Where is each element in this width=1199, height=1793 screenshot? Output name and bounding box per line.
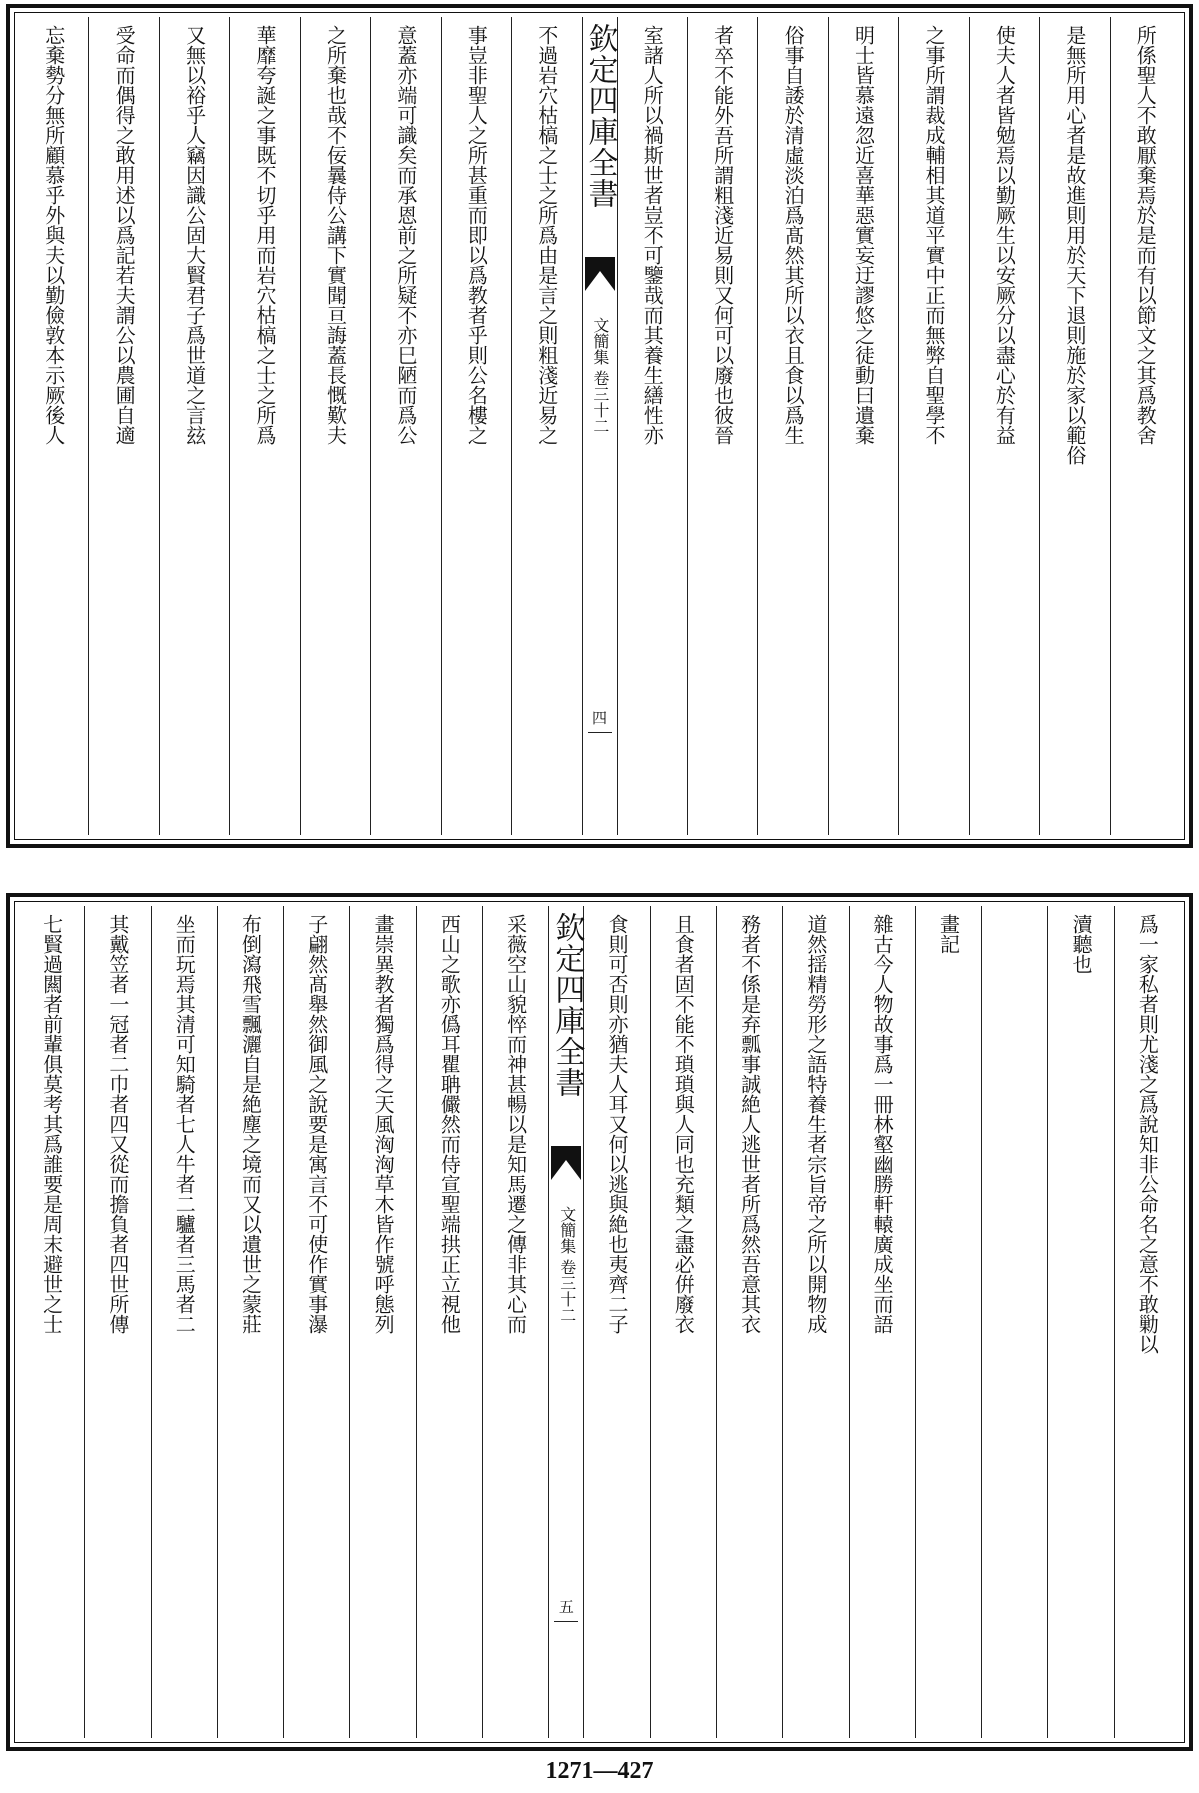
- column-text: 不過岩穴枯槁之士之所爲由是言之則粗淺近易之: [534, 25, 559, 445]
- column-text: 畫崇異教者獨爲得之天風洶洶草木皆作號呼態列: [371, 914, 396, 1334]
- column-text: 其戴笠者一冠者二巾者四又從而擔負者四世所傳: [105, 914, 130, 1334]
- text-column: [1039, 17, 1109, 835]
- text-column: [1047, 906, 1113, 1738]
- fishtail-mark-icon: [551, 1146, 581, 1182]
- text-column: [300, 17, 370, 835]
- column-text: 之所棄也哉不佞曩侍公講下實聞亘誨蓋長慨歎夫: [323, 25, 348, 445]
- volume-label: 文簡集 卷三十二: [590, 317, 610, 435]
- text-column: [283, 906, 349, 1738]
- column-text: 忘棄勢分無所顧慕乎外與夫以勤儉敦本示厥後人: [41, 25, 66, 445]
- text-column: [482, 906, 548, 1738]
- text-column: [416, 906, 482, 1738]
- text-column: [370, 17, 440, 835]
- text-column: [151, 906, 217, 1738]
- text-column: [981, 906, 1047, 1738]
- text-column: [849, 906, 915, 1738]
- column-text: 者卒不能外吾所謂粗淺近易則又何可以廢也彼晉: [710, 25, 735, 445]
- column-text: 七賢過闗者前輩俱莫考其爲誰要是周末避世之士: [39, 914, 64, 1334]
- column-text: 子翩然髙舉然御風之說要是寓言不可使作實事瀑: [304, 914, 329, 1334]
- column-text: 俗事自諉於清虛淡泊爲髙然其所以衣且食以爲生: [781, 25, 806, 445]
- center-fold: [548, 906, 583, 1738]
- divider: [588, 732, 612, 733]
- leaf-number: 五: [558, 1598, 574, 1616]
- text-column: [88, 17, 158, 835]
- text-column: [757, 17, 827, 835]
- column-text: 坐而玩焉其清可知騎者七人牛者二驢者三馬者二: [172, 914, 197, 1334]
- column-text: 所係聖人不敢厭棄焉於是而有以節文之其爲教舍: [1133, 25, 1158, 445]
- column-text: 是無所用心者是故進則用於天下退則施於家以範俗: [1062, 25, 1087, 465]
- column-text: 明士皆慕遠忽近喜華惡實妄迂謬悠之徒動曰遺棄: [851, 25, 876, 445]
- column-text: 西山之歌亦僞耳瞿聃儼然而侍宣聖端拱正立視他: [437, 914, 462, 1334]
- text-column: [84, 906, 150, 1738]
- text-column: [159, 17, 229, 835]
- column-text: 畫記: [936, 914, 961, 954]
- volume-label: 文簡集 卷三十二: [557, 1206, 577, 1324]
- center-fold: [582, 17, 617, 835]
- column-text: 采薇空山貌悴而神甚暢以是知馬遷之傳非其心而: [503, 914, 528, 1334]
- text-columns: [19, 17, 1180, 835]
- text-column: [1114, 906, 1180, 1738]
- page-panel-bottom: [6, 893, 1193, 1751]
- text-column: [583, 906, 649, 1738]
- text-column: [716, 906, 782, 1738]
- text-column: [1110, 17, 1180, 835]
- page-panel-top: [6, 4, 1193, 848]
- fishtail-mark-icon: [585, 257, 615, 293]
- column-text: 爲一家私者則尤淺之爲說知非公命名之意不敢勦以: [1135, 914, 1160, 1354]
- text-column: [511, 17, 581, 835]
- column-text: 布倒瀉飛雪飄灑自是絶塵之境而又以遺世之蒙莊: [238, 914, 263, 1334]
- text-column: [19, 906, 84, 1738]
- column-text: 受命而偶得之敢用述以爲記若夫謂公以農圃自適: [112, 25, 137, 445]
- text-column: [229, 17, 299, 835]
- text-column: [828, 17, 898, 835]
- column-text: 道然揺精勞形之語特養生者宗旨帝之所以開物成: [803, 914, 828, 1334]
- text-column: [349, 906, 415, 1738]
- column-text: 瀆聽也: [1069, 914, 1094, 974]
- column-text: 且食者固不能不瑣瑣與人同也充類之盡必倂廢衣: [671, 914, 696, 1334]
- column-text: 事豈非聖人之所甚重而即以爲教者乎則公名樓之: [464, 25, 489, 445]
- column-text: 又無以裕乎人竊因識公固大賢君子爲世道之言玆: [182, 25, 207, 445]
- book-title: 欽定四庫全書: [549, 912, 585, 1098]
- text-column: [19, 17, 88, 835]
- text-column: [969, 17, 1039, 835]
- text-column: [650, 906, 716, 1738]
- column-text: 雜古今人物故事爲一冊林壑幽勝軒轅廣成坐而語: [870, 914, 895, 1334]
- column-text: 意蓋亦端可識矣而承恩前之所疑不亦巳陋而爲公: [393, 25, 418, 445]
- divider: [554, 1621, 578, 1622]
- column-text: 華靡夸誕之事既不切乎用而岩穴枯槁之士之所爲: [253, 25, 278, 445]
- text-column: [687, 17, 757, 835]
- column-text: 之事所謂裁成輔相其道平實中正而無弊自聖學不: [921, 25, 946, 445]
- page-number: 1271—427: [545, 1758, 654, 1784]
- column-text: 務者不係是弃瓢事誠絶人逃世者所爲然吾意其衣: [737, 914, 762, 1334]
- column-text: 食則可否則亦猶夫人耳又何以逃與絶也夷齊二子: [604, 914, 629, 1334]
- text-column: [915, 906, 981, 1738]
- book-title: 欽定四庫全書: [582, 23, 618, 209]
- text-column: [217, 906, 283, 1738]
- text-column: [441, 17, 511, 835]
- leaf-number: 四: [591, 709, 607, 727]
- text-column: [617, 17, 687, 835]
- text-column: [782, 906, 848, 1738]
- text-columns: [19, 906, 1180, 1738]
- text-column: [898, 17, 968, 835]
- column-text: 使夫人者皆勉焉以勤厥生以安厥分以盡心於有益: [992, 25, 1017, 445]
- column-text: 室諸人所以禍斯世者豈不可鑒哉而其養生繕性亦: [640, 25, 665, 445]
